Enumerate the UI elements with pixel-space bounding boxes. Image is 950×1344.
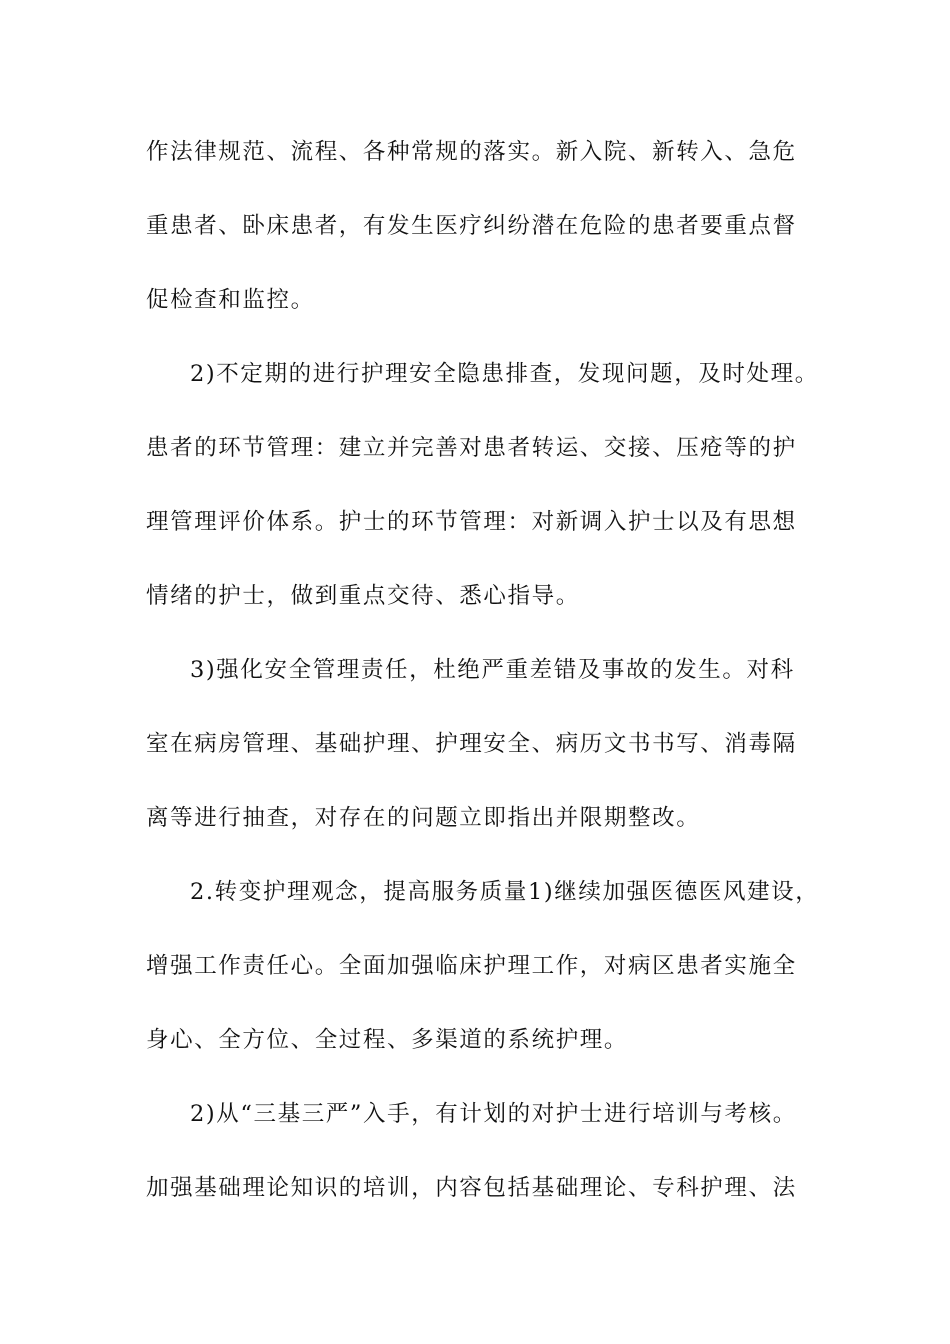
text-line: 离等进行抽查，对存在的问题立即指出并限期整改。 bbox=[146, 805, 701, 831]
paragraph-start-line: 3)强化安全管理责任，杜绝严重差错及事故的发生。对科 bbox=[190, 657, 795, 683]
text-line: 室在病房管理、基础护理、护理安全、病历文书书写、消毒隔 bbox=[146, 731, 797, 757]
text-line: 作法律规范、流程、各种常规的落实。新入院、新转入、急危 bbox=[146, 139, 797, 165]
text-line: 情绪的护士，做到重点交待、悉心指导。 bbox=[146, 583, 580, 609]
text-line: 增强工作责任心。全面加强临床护理工作，对病区患者实施全 bbox=[146, 953, 797, 979]
text-line: 身心、全方位、全过程、多渠道的系统护理。 bbox=[146, 1027, 629, 1053]
text-line: 患者的环节管理：建立并完善对患者转运、交接、压疮等的护 bbox=[146, 435, 797, 461]
paragraph-start-line: 2)不定期的进行护理安全隐患排查，发现问题，及时处理。 bbox=[190, 361, 819, 387]
text-line: 重患者、卧床患者，有发生医疗纠纷潜在危险的患者要重点督 bbox=[146, 213, 797, 239]
paragraph-start-line: 2)从“三基三严”入手，有计划的对护士进行培训与考核。 bbox=[190, 1101, 797, 1127]
paragraph-start-line: 2.转变护理观念，提高服务质量1)继续加强医德医风建设， bbox=[190, 879, 820, 905]
text-line: 理管理评价体系。护士的环节管理：对新调入护士以及有思想 bbox=[146, 509, 797, 535]
text-line: 加强基础理论知识的培训，内容包括基础理论、专科护理、法 bbox=[146, 1175, 797, 1201]
text-line: 促检查和监控。 bbox=[146, 287, 315, 313]
